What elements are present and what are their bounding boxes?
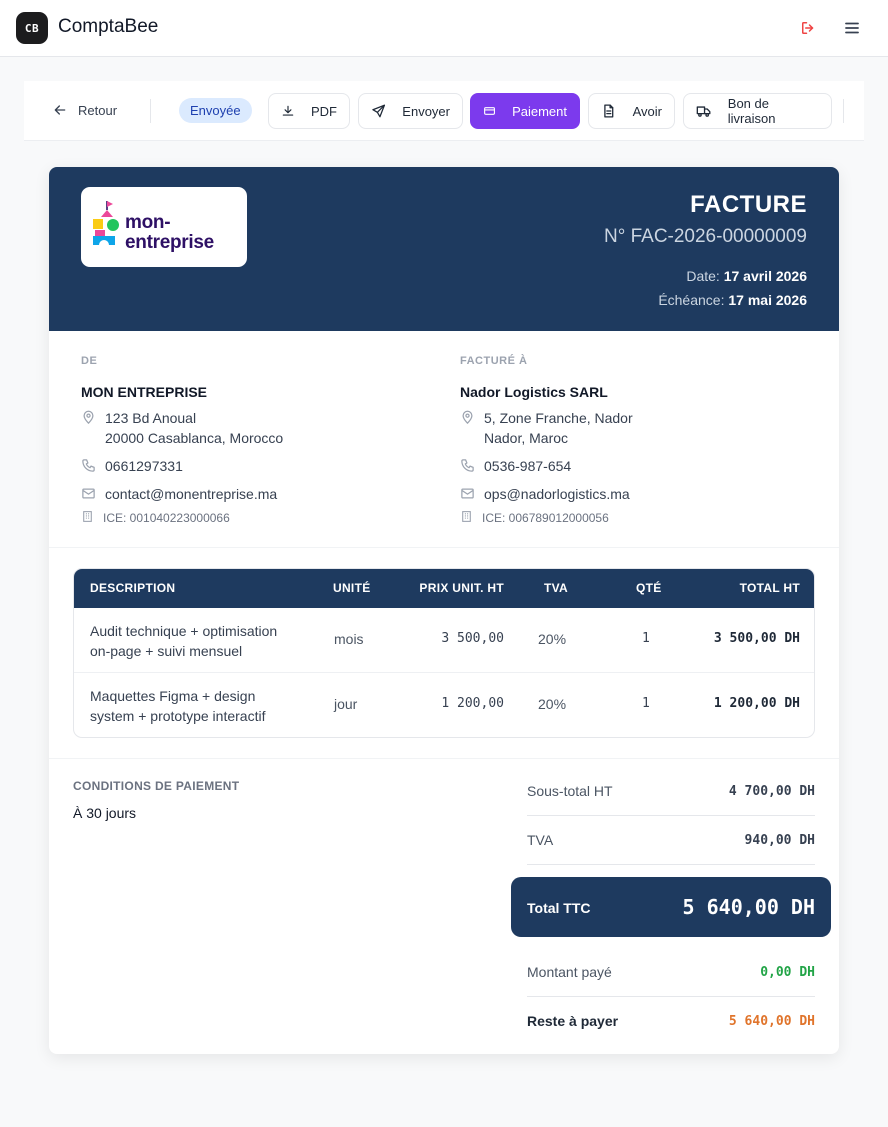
issuer-ice	[81, 508, 421, 528]
balance-due-row	[527, 997, 815, 1046]
col-qty: QTÉ	[636, 581, 662, 595]
issuer-email-value: contact@monentreprise.ma	[105, 486, 278, 502]
item-unit: mois	[334, 631, 364, 647]
paid-value: 0,00 DH	[760, 965, 815, 980]
due-label: Échéance:	[658, 292, 725, 308]
client-block	[460, 355, 800, 528]
item-unit-price: 1 200,00	[441, 696, 504, 711]
client-ice	[460, 508, 800, 528]
client-address-line1: 5, Zone Franche, Nador	[484, 410, 633, 426]
pdf-button[interactable]	[268, 93, 350, 129]
client-label: FACTURÉ À	[460, 355, 528, 367]
total-ttc-box	[511, 877, 831, 937]
client-email	[460, 484, 800, 504]
truck-icon	[696, 103, 712, 119]
client-email-value: ops@nadorlogistics.ma	[484, 486, 630, 502]
payment-terms-value: À 30 jours	[73, 805, 137, 821]
invoice-title: FACTURE	[690, 191, 807, 218]
col-description: DESCRIPTION	[90, 581, 176, 595]
issuer-ice-value: ICE: 001040223000066	[103, 511, 230, 525]
section-divider	[49, 758, 839, 759]
item-desc-line2: on-page + suivi mensuel	[90, 643, 243, 659]
total-ttc-label: Total TTC	[527, 900, 591, 916]
credit-card-icon	[483, 103, 496, 119]
issuer-phone-value: 0661297331	[105, 458, 183, 474]
item-description	[90, 621, 310, 661]
balance-due-label: Reste à payer	[527, 1013, 619, 1029]
issuer-phone	[81, 456, 421, 476]
date-value: 17 avril 2026	[723, 268, 807, 284]
download-icon	[281, 103, 295, 119]
tva-label: TVA	[527, 832, 554, 848]
section-divider	[49, 547, 839, 548]
back-button[interactable]	[52, 102, 117, 118]
col-unit-price: PRIX UNIT. HT	[419, 581, 504, 595]
building-icon	[460, 510, 473, 523]
company-logo-text	[125, 213, 214, 253]
send-label: Envoyer	[402, 103, 450, 119]
table-header	[74, 569, 815, 608]
menu-button[interactable]	[840, 16, 864, 40]
table-row	[74, 608, 815, 673]
col-unit: UNITÉ	[333, 581, 371, 595]
issuer-address	[81, 408, 421, 448]
send-button[interactable]	[358, 93, 463, 129]
date-label: Date:	[686, 268, 720, 284]
delivery-note-button[interactable]	[683, 93, 832, 129]
document-icon	[601, 103, 617, 119]
subtotal-row	[527, 767, 815, 816]
subtotal-value: 4 700,00 DH	[728, 784, 815, 799]
client-phone	[460, 456, 800, 476]
mail-icon	[81, 486, 96, 501]
invoice-toolbar	[24, 81, 864, 141]
logout-icon	[799, 19, 817, 37]
credit-note-label: Avoir	[632, 103, 662, 119]
issuer-block	[81, 355, 421, 528]
brand-line2: entreprise	[125, 232, 214, 253]
credit-note-button[interactable]	[588, 93, 675, 129]
item-total: 3 500,00 DH	[713, 631, 800, 646]
payment-label: Paiement	[512, 103, 567, 119]
item-tva: 20%	[538, 631, 567, 647]
item-unit: jour	[334, 696, 358, 712]
mail-icon	[460, 486, 475, 501]
invoice-header	[49, 167, 839, 331]
due-value: 17 mai 2026	[728, 292, 807, 308]
issuer-address-line2: 20000 Casablanca, Morocco	[105, 430, 284, 446]
paid-label: Montant payé	[527, 964, 612, 980]
tva-value: 940,00 DH	[744, 833, 815, 848]
client-address-line2: Nador, Maroc	[484, 430, 569, 446]
invoice-card	[49, 167, 839, 1054]
item-desc-line1: Maquettes Figma + design	[90, 688, 256, 704]
back-label: Retour	[78, 102, 118, 118]
item-qty: 1	[642, 631, 650, 646]
app-logo[interactable]: CB	[16, 12, 48, 44]
map-pin-icon	[81, 410, 96, 425]
toolbar-divider	[843, 99, 844, 123]
client-address	[460, 408, 800, 448]
toolbar-divider	[150, 99, 151, 123]
item-desc-line2: system + prototype interactif	[90, 708, 266, 724]
building-icon	[81, 510, 94, 523]
col-total: TOTAL HT	[739, 581, 800, 595]
invoice-number: N° FAC-2026-00000009	[603, 226, 807, 247]
col-tva: TVA	[544, 581, 569, 595]
company-logo	[81, 187, 247, 267]
status-badge: Envoyée	[179, 98, 252, 123]
client-phone-value: 0536-987-654	[484, 458, 572, 474]
item-qty: 1	[642, 696, 650, 711]
item-tva: 20%	[538, 696, 567, 712]
item-description	[90, 686, 310, 726]
issuer-email	[81, 484, 421, 504]
pdf-label: PDF	[311, 103, 337, 119]
invoice-date	[686, 268, 807, 284]
paid-row	[527, 948, 815, 997]
subtotal-label: Sous-total HT	[527, 783, 613, 799]
invoice-due-date	[658, 292, 807, 308]
logout-button[interactable]	[796, 16, 820, 40]
map-pin-icon	[460, 410, 475, 425]
item-total: 1 200,00 DH	[713, 696, 800, 711]
item-unit-price: 3 500,00	[441, 631, 504, 646]
issuer-address-line1: 123 Bd Anoual	[105, 410, 197, 426]
delivery-note-label: Bon de livraison	[727, 96, 776, 126]
client-ice-value: ICE: 006789012000056	[482, 511, 609, 525]
tva-row	[527, 816, 815, 865]
item-desc-line1: Audit technique + optimisation	[90, 623, 278, 639]
app-name: ComptaBee	[58, 16, 159, 37]
send-icon	[371, 103, 386, 119]
hamburger-icon	[844, 21, 860, 35]
balance-due-value: 5 640,00 DH	[728, 1014, 815, 1029]
brand-line1: mon-	[125, 212, 171, 233]
phone-icon	[81, 458, 96, 473]
arrow-left-icon	[52, 102, 68, 118]
issuer-name: MON ENTREPRISE	[81, 384, 208, 400]
top-bar	[0, 0, 888, 57]
table-row	[74, 673, 815, 738]
payment-button[interactable]	[470, 93, 580, 129]
total-ttc-value: 5 640,00 DH	[682, 895, 815, 919]
line-items-table	[73, 568, 815, 738]
logo-shapes-icon	[91, 199, 123, 249]
issuer-label: DE	[81, 355, 98, 367]
phone-icon	[460, 458, 475, 473]
client-name: Nador Logistics SARL	[460, 384, 608, 400]
payment-terms-label: CONDITIONS DE PAIEMENT	[73, 779, 240, 793]
